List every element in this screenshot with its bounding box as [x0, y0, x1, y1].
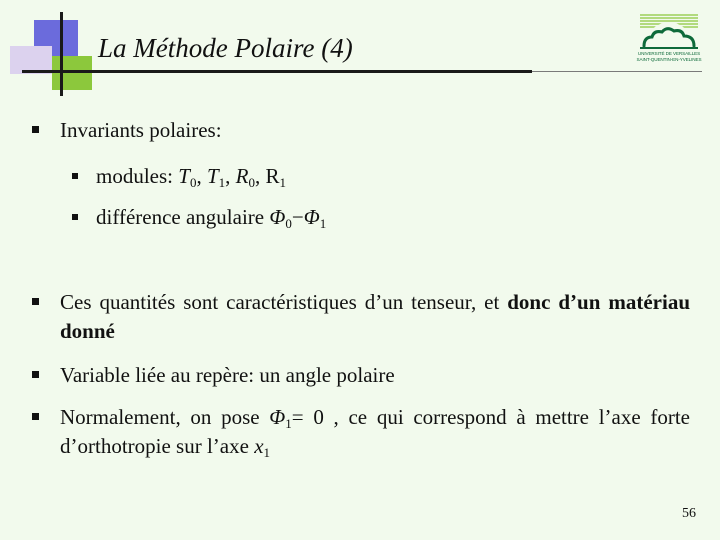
logo-sunburst-icon [636, 13, 702, 51]
page-number: 56 [682, 506, 696, 521]
subscript: 0 [189, 175, 197, 190]
sub-bullet-modules [72, 162, 692, 191]
text-fragment: Ces quantités sont caractéristiques d’un tenseur, et [60, 290, 508, 314]
symbol-phi: Φ [269, 405, 286, 429]
bullet-quantities [32, 288, 690, 346]
subscript: 0 [285, 216, 292, 231]
subscript: 1 [263, 445, 271, 460]
bullet-text [60, 403, 690, 461]
bullet-marker [72, 214, 78, 220]
bullet-marker [32, 298, 39, 305]
university-logo [636, 13, 702, 63]
text-fragment: , [196, 164, 207, 188]
decorative-green-square [52, 56, 92, 90]
slide-title: La Méthode Polaire (4) [98, 33, 353, 63]
title-underline [22, 70, 532, 73]
bullet-text: Variable liée au repère: un angle polaire [60, 363, 395, 387]
logo-text-line1: UNIVERSITÉ DE VERSAILLES [637, 51, 701, 56]
bullet-normally [32, 403, 690, 461]
symbol-T: T [206, 164, 219, 188]
bullet-marker [32, 371, 39, 378]
text-fragment: différence angulaire [96, 205, 270, 229]
title-underline-extension [532, 71, 702, 72]
sub-bullet-angular-difference [72, 203, 692, 232]
bullet-text [60, 288, 690, 346]
subscript: 1 [319, 216, 327, 231]
minus-sign: − [291, 205, 304, 229]
symbol-phi: Φ [303, 205, 320, 229]
bullet-invariants [32, 116, 692, 145]
text-fragment: , [225, 164, 236, 188]
bullet-variable [32, 361, 690, 390]
text-fragment: , R [254, 164, 280, 188]
symbol-phi: Φ [269, 205, 286, 229]
symbol-x: x [254, 434, 264, 458]
sub-bullet-text [96, 162, 286, 191]
bold-text: donc d’un matériau donné [60, 290, 690, 343]
symbol-T: T [178, 164, 190, 188]
sub-bullet-text [96, 203, 326, 232]
bullet-marker [72, 173, 78, 179]
bullet-text: Invariants polaires: [60, 118, 222, 142]
logo-text-line2: SAINT-QUENTIN-EN-YVELINES [636, 57, 702, 62]
bullet-marker [32, 413, 39, 420]
subscript: 0 [248, 175, 255, 190]
bullet-marker [32, 126, 39, 133]
subscript: 1 [279, 175, 286, 190]
decorative-vertical-line [60, 12, 63, 96]
symbol-R: R [235, 164, 249, 188]
subscript: 1 [285, 416, 292, 431]
text-fragment: modules: [96, 164, 179, 188]
text-fragment: Normalement, on pose [60, 405, 270, 429]
text-fragment: = 0 , ce qui correspond à mettre l’axe forte d’orthotropie sur l’axe [60, 405, 690, 458]
subscript: 1 [218, 175, 226, 190]
